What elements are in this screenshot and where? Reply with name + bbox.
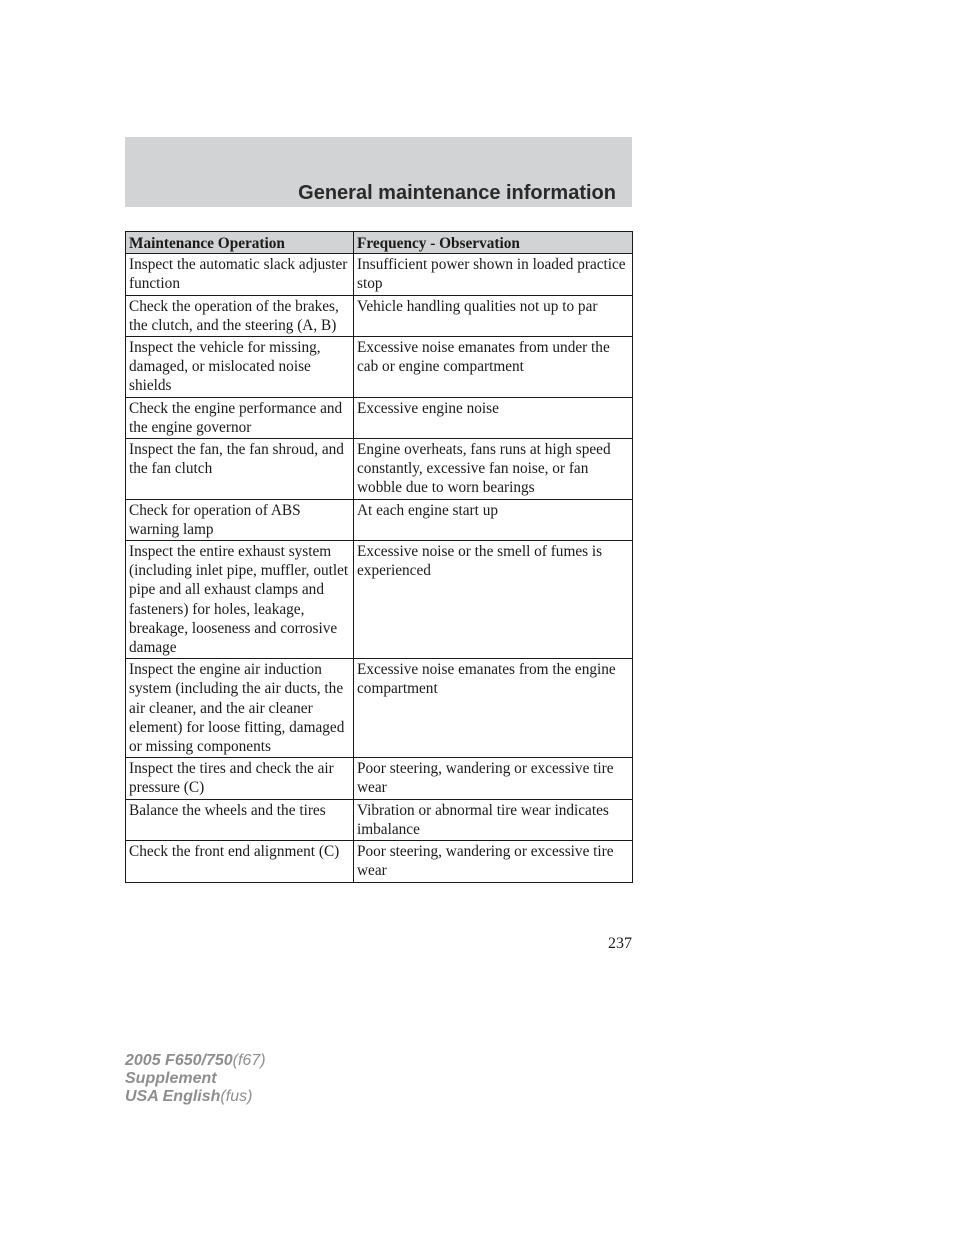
observation-cell: Vehicle handling qualities not up to par [354, 295, 633, 336]
operation-cell: Check the engine performance and the engine governor [126, 397, 354, 438]
table-row [126, 337, 633, 398]
table-row [126, 841, 633, 882]
observation-cell: Excessive noise emanates from the engine compartment [354, 659, 633, 758]
table-row [126, 439, 633, 500]
column-header-operation: Maintenance Operation [126, 232, 354, 254]
table-row [126, 799, 633, 840]
observation-cell: Poor steering, wandering or excessive tire wear [354, 841, 633, 882]
footer-line-language [125, 1088, 266, 1106]
operation-cell: Inspect the fan, the fan shroud, and the fan clutch [126, 439, 354, 500]
operation-cell: Inspect the engine air induction system (including the air ducts, the air cleaner, and the air cleaner element) for loose fitting, damaged or missing components [126, 659, 354, 758]
observation-cell: Excessive noise emanates from under the cab or engine compartment [354, 337, 633, 398]
operation-cell: Check the front end alignment (C) [126, 841, 354, 882]
operation-cell: Inspect the automatic slack adjuster function [126, 254, 354, 295]
observation-cell: Poor steering, wandering or excessive tire wear [354, 758, 633, 799]
section-header [125, 137, 632, 207]
table-row [126, 499, 633, 540]
section-title: General maintenance information [298, 182, 616, 204]
document-footer [125, 1052, 266, 1106]
operation-cell: Check for operation of ABS warning lamp [126, 499, 354, 540]
footer-line-model [125, 1052, 266, 1070]
table-row [126, 541, 633, 659]
observation-cell: Insufficient power shown in loaded practice stop [354, 254, 633, 295]
maintenance-table [125, 231, 633, 883]
footer-doc-type: Supplement [125, 1070, 217, 1087]
table-row [126, 758, 633, 799]
observation-cell: Vibration or abnormal tire wear indicates imbalance [354, 799, 633, 840]
operation-cell: Inspect the tires and check the air pressure (C) [126, 758, 354, 799]
observation-cell: Excessive noise or the smell of fumes is experienced [354, 541, 633, 659]
operation-cell: Check the operation of the brakes, the clutch, and the steering (A, B) [126, 295, 354, 336]
footer-line-doc-type [125, 1070, 266, 1088]
observation-cell: Engine overheats, fans runs at high speed constantly, excessive fan noise, or fan wobble due to worn bearings [354, 439, 633, 500]
operation-cell: Inspect the entire exhaust system (including inlet pipe, muffler, outlet pipe and all exhaust clamps and fasteners) for holes, leakage, breakage, looseness and corrosive damage [126, 541, 354, 659]
observation-cell: At each engine start up [354, 499, 633, 540]
table-row [126, 254, 633, 295]
table-row [126, 659, 633, 758]
observation-cell: Excessive engine noise [354, 397, 633, 438]
table-row [126, 397, 633, 438]
operation-cell: Balance the wheels and the tires [126, 799, 354, 840]
footer-model-code: (f67) [232, 1052, 266, 1069]
footer-model: 2005 F650/750 [125, 1052, 233, 1069]
footer-language: USA English [125, 1088, 221, 1105]
column-header-observation: Frequency - Observation [354, 232, 633, 254]
table-row [126, 295, 633, 336]
footer-language-code: (fus) [220, 1088, 253, 1105]
operation-cell: Inspect the vehicle for missing, damaged, or mislocated noise shields [126, 337, 354, 398]
table-header-row [126, 232, 633, 254]
page-number: 237 [608, 935, 632, 952]
